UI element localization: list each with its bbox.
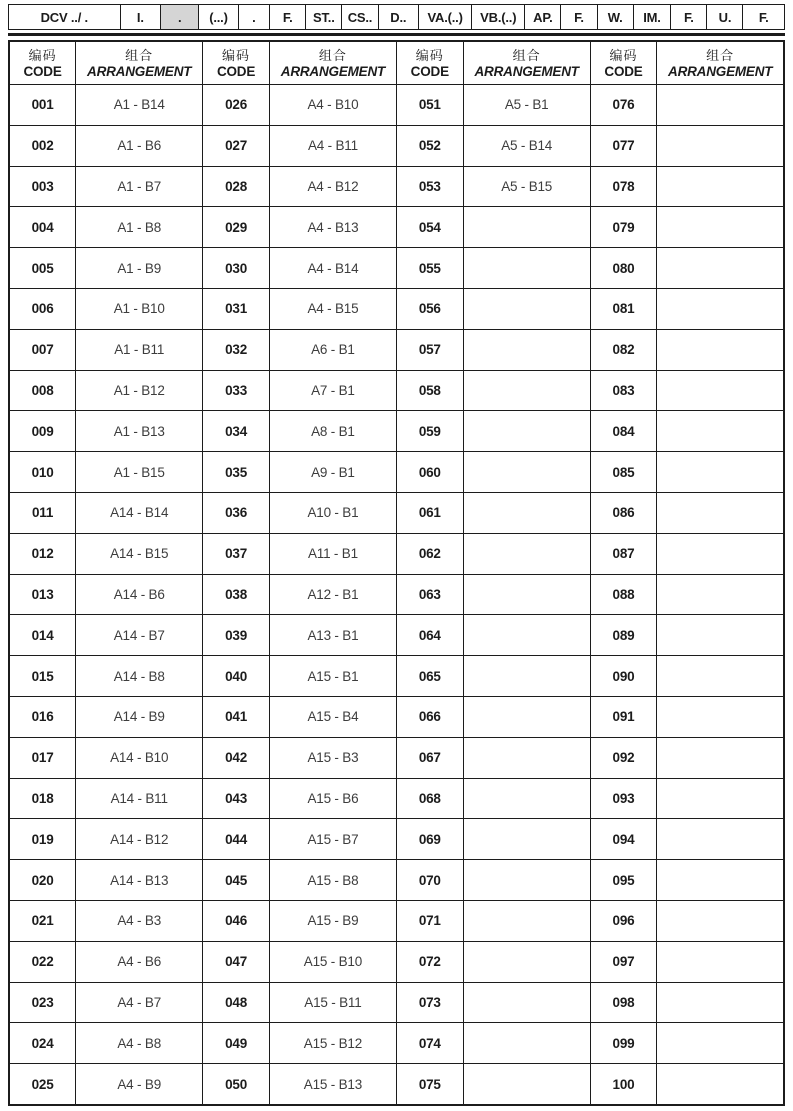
code-cell: 079: [590, 207, 657, 248]
arrangement-cell: A14 - B7: [76, 615, 203, 656]
arrangement-cell: A4 - B13: [269, 207, 396, 248]
arrangement-cell: [463, 452, 590, 493]
code-cell: 016: [9, 696, 76, 737]
table-header-row: [9, 41, 784, 85]
code-cell: 072: [396, 941, 463, 982]
code-header-en: CODE: [604, 63, 643, 79]
code-cell: 028: [203, 166, 270, 207]
code-cell: 060: [396, 452, 463, 493]
arrangement-cell: A5 - B15: [463, 166, 590, 207]
arrangement-column-header: [269, 41, 396, 85]
strip-cell: AP.: [525, 5, 561, 30]
table-row: [9, 778, 784, 819]
arrangement-cell: [657, 166, 784, 207]
code-cell: 047: [203, 941, 270, 982]
arrangement-cell: A15 - B9: [269, 900, 396, 941]
arrangement-cell: A15 - B3: [269, 737, 396, 778]
code-cell: 036: [203, 492, 270, 533]
code-cell: 086: [590, 492, 657, 533]
code-cell: 043: [203, 778, 270, 819]
arrangement-cell: A4 - B8: [76, 1023, 203, 1064]
arrangement-cell: [657, 900, 784, 941]
arrangement-cell: [463, 574, 590, 615]
code-cell: 091: [590, 696, 657, 737]
strip-cell: D..: [378, 5, 419, 30]
table-row: [9, 329, 784, 370]
arrangement-cell: [657, 819, 784, 860]
table-row: [9, 819, 784, 860]
ordering-code-strip: [8, 4, 785, 30]
code-cell: 089: [590, 615, 657, 656]
arrangement-header-en: ARRANGEMENT: [87, 63, 192, 79]
arrangement-cell: A8 - B1: [269, 411, 396, 452]
code-column-header: [9, 41, 76, 85]
code-cell: 094: [590, 819, 657, 860]
arrangement-cell: A12 - B1: [269, 574, 396, 615]
code-cell: 090: [590, 656, 657, 697]
code-cell: 039: [203, 615, 270, 656]
code-cell: 003: [9, 166, 76, 207]
arrangement-cell: A1 - B9: [76, 248, 203, 289]
code-cell: 055: [396, 248, 463, 289]
code-cell: 058: [396, 370, 463, 411]
strip-cell: VA.(..): [419, 5, 472, 30]
code-cell: 024: [9, 1023, 76, 1064]
code-cell: 008: [9, 370, 76, 411]
code-cell: 019: [9, 819, 76, 860]
arrangement-header-zh: 组合: [706, 47, 735, 63]
table-row: [9, 615, 784, 656]
strip-cell: F.: [743, 5, 785, 30]
code-cell: 064: [396, 615, 463, 656]
arrangement-cell: A14 - B12: [76, 819, 203, 860]
code-cell: 077: [590, 125, 657, 166]
code-column-header: [396, 41, 463, 85]
code-column-header: [590, 41, 657, 85]
strip-cell: F.: [561, 5, 597, 30]
arrangement-cell: [657, 207, 784, 248]
arrangement-cell: [657, 533, 784, 574]
arrangement-column-header: [76, 41, 203, 85]
code-cell: 087: [590, 533, 657, 574]
table-row: [9, 982, 784, 1023]
arrangement-cell: [463, 492, 590, 533]
code-cell: 050: [203, 1064, 270, 1105]
code-cell: 037: [203, 533, 270, 574]
arrangement-cell: A1 - B15: [76, 452, 203, 493]
arrangement-cell: A5 - B14: [463, 125, 590, 166]
code-cell: 004: [9, 207, 76, 248]
code-arrangement-table: [8, 40, 785, 1106]
arrangement-cell: [463, 656, 590, 697]
code-cell: 031: [203, 288, 270, 329]
code-cell: 046: [203, 900, 270, 941]
arrangement-cell: A15 - B10: [269, 941, 396, 982]
code-header-zh: 编码: [415, 47, 444, 63]
code-cell: 021: [9, 900, 76, 941]
code-cell: 053: [396, 166, 463, 207]
table-row: [9, 900, 784, 941]
code-cell: 040: [203, 656, 270, 697]
arrangement-cell: A6 - B1: [269, 329, 396, 370]
arrangement-cell: [657, 288, 784, 329]
code-cell: 038: [203, 574, 270, 615]
arrangement-cell: A7 - B1: [269, 370, 396, 411]
arrangement-header-en: ARRANGEMENT: [280, 63, 386, 79]
arrangement-cell: [657, 615, 784, 656]
code-cell: 017: [9, 737, 76, 778]
ordering-code-row: [9, 5, 785, 30]
arrangement-cell: [657, 737, 784, 778]
code-cell: 095: [590, 860, 657, 901]
code-cell: 062: [396, 533, 463, 574]
code-cell: 012: [9, 533, 76, 574]
code-cell: 078: [590, 166, 657, 207]
arrangement-cell: [463, 982, 590, 1023]
strip-cell: (...): [199, 5, 238, 30]
arrangement-cell: [463, 696, 590, 737]
table-row: [9, 656, 784, 697]
arrangement-cell: A15 - B1: [269, 656, 396, 697]
table-row: [9, 207, 784, 248]
strip-cell: F.: [671, 5, 707, 30]
code-cell: 081: [590, 288, 657, 329]
arrangement-cell: [657, 941, 784, 982]
code-cell: 068: [396, 778, 463, 819]
arrangement-cell: A14 - B15: [76, 533, 203, 574]
arrangement-cell: A15 - B8: [269, 860, 396, 901]
strip-cell: F.: [270, 5, 306, 30]
code-cell: 067: [396, 737, 463, 778]
strip-cell: U.: [707, 5, 743, 30]
arrangement-cell: A1 - B11: [76, 329, 203, 370]
table-row: [9, 941, 784, 982]
table-row: [9, 860, 784, 901]
arrangement-cell: A4 - B7: [76, 982, 203, 1023]
arrangement-cell: [657, 329, 784, 370]
code-cell: 074: [396, 1023, 463, 1064]
strip-cell: .: [238, 5, 270, 30]
table-row: [9, 696, 784, 737]
strip-cell: .: [161, 5, 199, 30]
strip-cell: CS..: [342, 5, 378, 30]
code-cell: 059: [396, 411, 463, 452]
code-cell: 005: [9, 248, 76, 289]
code-cell: 061: [396, 492, 463, 533]
arrangement-cell: A4 - B10: [269, 85, 396, 126]
arrangement-cell: A14 - B11: [76, 778, 203, 819]
arrangement-cell: [463, 778, 590, 819]
code-cell: 026: [203, 85, 270, 126]
arrangement-cell: [463, 288, 590, 329]
arrangement-cell: A4 - B6: [76, 941, 203, 982]
arrangement-cell: A1 - B14: [76, 85, 203, 126]
code-header-en: CODE: [410, 63, 449, 79]
arrangement-cell: A1 - B10: [76, 288, 203, 329]
arrangement-cell: [463, 370, 590, 411]
code-cell: 001: [9, 85, 76, 126]
code-column-header: [203, 41, 270, 85]
arrangement-cell: [463, 1023, 590, 1064]
arrangement-cell: A15 - B4: [269, 696, 396, 737]
arrangement-cell: [463, 615, 590, 656]
arrangement-cell: [657, 860, 784, 901]
arrangement-cell: A1 - B7: [76, 166, 203, 207]
code-cell: 015: [9, 656, 76, 697]
code-cell: 085: [590, 452, 657, 493]
arrangement-cell: A13 - B1: [269, 615, 396, 656]
arrangement-cell: A4 - B11: [269, 125, 396, 166]
code-cell: 051: [396, 85, 463, 126]
arrangement-column-header: [657, 41, 784, 85]
arrangement-cell: [657, 656, 784, 697]
code-cell: 007: [9, 329, 76, 370]
arrangement-cell: [657, 1023, 784, 1064]
arrangement-cell: A4 - B12: [269, 166, 396, 207]
code-cell: 088: [590, 574, 657, 615]
code-cell: 071: [396, 900, 463, 941]
code-cell: 034: [203, 411, 270, 452]
arrangement-cell: A11 - B1: [269, 533, 396, 574]
strip-cell: ST..: [306, 5, 342, 30]
arrangement-cell: [463, 533, 590, 574]
arrangement-cell: [463, 248, 590, 289]
code-cell: 041: [203, 696, 270, 737]
arrangement-cell: [657, 1064, 784, 1105]
table-row: [9, 85, 784, 126]
arrangement-cell: [463, 900, 590, 941]
arrangement-cell: [657, 778, 784, 819]
arrangement-cell: A14 - B9: [76, 696, 203, 737]
code-cell: 025: [9, 1064, 76, 1105]
arrangement-cell: A4 - B14: [269, 248, 396, 289]
arrangement-column-header: [463, 41, 590, 85]
arrangement-cell: [463, 329, 590, 370]
code-cell: 044: [203, 819, 270, 860]
code-cell: 049: [203, 1023, 270, 1064]
code-cell: 056: [396, 288, 463, 329]
code-cell: 080: [590, 248, 657, 289]
arrangement-cell: [657, 452, 784, 493]
code-cell: 006: [9, 288, 76, 329]
arrangement-cell: A1 - B8: [76, 207, 203, 248]
code-cell: 023: [9, 982, 76, 1023]
code-cell: 092: [590, 737, 657, 778]
arrangement-cell: A14 - B6: [76, 574, 203, 615]
code-cell: 100: [590, 1064, 657, 1105]
arrangement-cell: A4 - B15: [269, 288, 396, 329]
code-cell: 057: [396, 329, 463, 370]
table-row: [9, 737, 784, 778]
arrangement-cell: [463, 411, 590, 452]
table-row: [9, 533, 784, 574]
code-cell: 010: [9, 452, 76, 493]
arrangement-cell: [657, 696, 784, 737]
code-cell: 075: [396, 1064, 463, 1105]
arrangement-cell: A15 - B11: [269, 982, 396, 1023]
code-cell: 009: [9, 411, 76, 452]
arrangement-header-zh: 组合: [512, 47, 541, 63]
arrangement-cell: A1 - B12: [76, 370, 203, 411]
table-row: [9, 1064, 784, 1105]
arrangement-cell: [657, 492, 784, 533]
arrangement-cell: [463, 941, 590, 982]
code-cell: 073: [396, 982, 463, 1023]
code-cell: 014: [9, 615, 76, 656]
table-row: [9, 492, 784, 533]
code-cell: 013: [9, 574, 76, 615]
arrangement-cell: [657, 370, 784, 411]
code-cell: 097: [590, 941, 657, 982]
code-cell: 054: [396, 207, 463, 248]
table-row: [9, 452, 784, 493]
arrangement-cell: A10 - B1: [269, 492, 396, 533]
code-cell: 070: [396, 860, 463, 901]
code-cell: 033: [203, 370, 270, 411]
strip-cell: DCV ../ .: [9, 5, 121, 30]
code-cell: 029: [203, 207, 270, 248]
arrangement-cell: [657, 982, 784, 1023]
table-row: [9, 288, 784, 329]
code-cell: 011: [9, 492, 76, 533]
table-row: [9, 411, 784, 452]
arrangement-cell: A15 - B13: [269, 1064, 396, 1105]
table-row: [9, 574, 784, 615]
code-cell: 018: [9, 778, 76, 819]
table-row: [9, 248, 784, 289]
code-cell: 042: [203, 737, 270, 778]
code-cell: 002: [9, 125, 76, 166]
code-cell: 082: [590, 329, 657, 370]
arrangement-cell: [657, 411, 784, 452]
code-cell: 048: [203, 982, 270, 1023]
code-cell: 030: [203, 248, 270, 289]
arrangement-header-en: ARRANGEMENT: [668, 63, 773, 79]
arrangement-cell: [463, 207, 590, 248]
code-cell: 022: [9, 941, 76, 982]
arrangement-cell: A15 - B7: [269, 819, 396, 860]
code-header-zh: 编码: [222, 47, 251, 63]
arrangement-cell: [463, 737, 590, 778]
arrangement-header-en: ARRANGEMENT: [474, 63, 579, 79]
code-cell: 063: [396, 574, 463, 615]
arrangement-cell: A4 - B3: [76, 900, 203, 941]
arrangement-cell: [657, 574, 784, 615]
arrangement-cell: A14 - B8: [76, 656, 203, 697]
strip-cell: IM.: [633, 5, 671, 30]
strip-cell: W.: [597, 5, 633, 30]
code-header-en: CODE: [216, 63, 256, 79]
code-cell: 069: [396, 819, 463, 860]
arrangement-cell: [463, 1064, 590, 1105]
arrangement-header-zh: 组合: [125, 47, 154, 63]
code-cell: 083: [590, 370, 657, 411]
divider-rule: [8, 33, 785, 36]
code-cell: 052: [396, 125, 463, 166]
code-cell: 032: [203, 329, 270, 370]
table-row: [9, 1023, 784, 1064]
arrangement-cell: A14 - B14: [76, 492, 203, 533]
code-header-en: CODE: [23, 63, 62, 79]
code-cell: 065: [396, 656, 463, 697]
code-header-zh: 编码: [609, 47, 638, 63]
strip-cell: I.: [120, 5, 161, 30]
code-cell: 020: [9, 860, 76, 901]
arrangement-cell: [463, 819, 590, 860]
code-cell: 096: [590, 900, 657, 941]
arrangement-cell: [657, 248, 784, 289]
arrangement-cell: A9 - B1: [269, 452, 396, 493]
arrangement-cell: A1 - B6: [76, 125, 203, 166]
arrangement-cell: A14 - B10: [76, 737, 203, 778]
code-cell: 093: [590, 778, 657, 819]
strip-cell: VB.(..): [472, 5, 525, 30]
code-cell: 099: [590, 1023, 657, 1064]
code-cell: 084: [590, 411, 657, 452]
code-cell: 076: [590, 85, 657, 126]
code-cell: 098: [590, 982, 657, 1023]
arrangement-cell: [657, 125, 784, 166]
arrangement-cell: A15 - B12: [269, 1023, 396, 1064]
arrangement-header-zh: 组合: [318, 47, 347, 63]
arrangement-cell: A14 - B13: [76, 860, 203, 901]
code-cell: 066: [396, 696, 463, 737]
arrangement-cell: A4 - B9: [76, 1064, 203, 1105]
table-row: [9, 125, 784, 166]
code-cell: 045: [203, 860, 270, 901]
code-cell: 027: [203, 125, 270, 166]
table-row: [9, 166, 784, 207]
code-header-zh: 编码: [28, 47, 57, 63]
arrangement-cell: [657, 85, 784, 126]
arrangement-cell: A15 - B6: [269, 778, 396, 819]
code-cell: 035: [203, 452, 270, 493]
arrangement-cell: A1 - B13: [76, 411, 203, 452]
arrangement-cell: A5 - B1: [463, 85, 590, 126]
table-row: [9, 370, 784, 411]
arrangement-cell: [463, 860, 590, 901]
